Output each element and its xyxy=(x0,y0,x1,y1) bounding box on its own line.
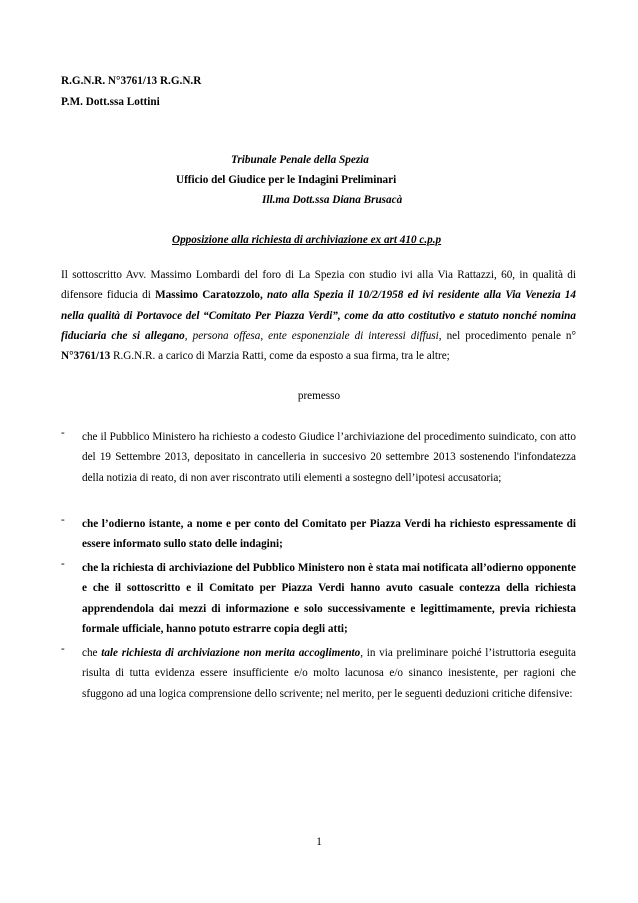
client-capacity: persona offesa, ente esponenziale di interessi diffusi xyxy=(192,329,439,342)
premise-text: che la richiesta di archiviazione del Pubblico Ministero non è stata mai notificata all’odierno opponente e che il sottoscritto e il Comitato per Piazza Verdi hanno avuto casuale contezza della richiesta apprendendola dai mezzi di informazione e solo successivamente e legittimamente, previa richiesta formale ufficiale, hanno potuto estrarre copia degli atti; xyxy=(82,562,576,635)
bullet-dash: - xyxy=(61,643,65,655)
page-number: 1 xyxy=(316,836,322,848)
case-register-number: R.G.N.R. N°3761/13 R.G.N.R xyxy=(61,75,202,87)
prosecutor-name: P.M. Dott.ssa Lottini xyxy=(61,96,160,108)
bullet-dash: - xyxy=(61,427,65,439)
bullet-dash: - xyxy=(61,558,65,570)
judge-name: Ill.ma Dott.ssa Diana Brusacà xyxy=(262,194,403,206)
premise-item-2 xyxy=(61,514,576,555)
premise-text xyxy=(82,643,576,704)
premise-item-4 xyxy=(61,643,576,704)
premise-rest: , in via preliminare poiché l’istruttoria eseguita risulta di tutta evidenza essere insufficiente e/o molto lacunosa e/o sinanco inesistente, per ragioni che sfuggono ad una logica comprensione dello scrivente; nel merito, per le seguenti deduzioni critiche difensive: xyxy=(82,647,576,700)
premesso-heading: premesso xyxy=(297,390,341,402)
bullet-dash: - xyxy=(61,514,65,526)
intro-text-3: , nel procedimento penale n° xyxy=(438,329,577,342)
court-name: Tribunale Penale della Spezia xyxy=(231,154,369,166)
intro-text-1: Il sottoscritto Avv. Massimo Lombardi del foro di La Spezia con studio ivi alla Via Rattazzi, 60, in qualità di difensore fiducia di xyxy=(61,269,576,302)
office-name: Ufficio del Giudice per le Indagini Preliminari xyxy=(176,174,397,186)
client-details: nato alla Spezia il 10/2/1958 ed ivi residente alla Via Venezia 14 nella qualità di Portavoce del “Comitato Per Piazza Verdi”, come da atto costitutivo e statuto nonché nomina fiduciaria che si allegano xyxy=(61,289,576,342)
case-number: N°3761/13 xyxy=(61,350,111,363)
premise-text: che l’odierno istante, a nome e per conto del Comitato per Piazza Verdi ha richiesto espressamente di essere informato sullo stato delle indagini; xyxy=(82,518,576,551)
premise-item-3 xyxy=(61,558,576,639)
premise-item-1 xyxy=(61,427,576,488)
intro-text-2: , xyxy=(184,329,193,342)
premise-emphasis: tale richiesta di archiviazione non merita accoglimento xyxy=(101,647,361,659)
client-name: Massimo Caratozzolo, xyxy=(155,289,263,302)
intro-paragraph xyxy=(61,265,576,366)
premise-lead: che xyxy=(82,647,102,659)
premise-text: che il Pubblico Ministero ha richiesto a codesto Giudice l’archiviazione del procedimento suindicato, con atto del 19 Settembre 2013, depositato in cancelleria in succesivo 20 settembre 2013 sostenendo l'infondatezza della notizia di reato, di non aver riscontrato utili elementi a sostegno dell’ipotesi accusatoria; xyxy=(82,431,576,484)
intro-text-4: R.G.N.R. a carico di Marzia Ratti, come da esposto a sua firma, tra le altre; xyxy=(110,350,450,363)
document-title: Opposizione alla richiesta di archiviazione ex art 410 c.p.p xyxy=(172,234,442,246)
